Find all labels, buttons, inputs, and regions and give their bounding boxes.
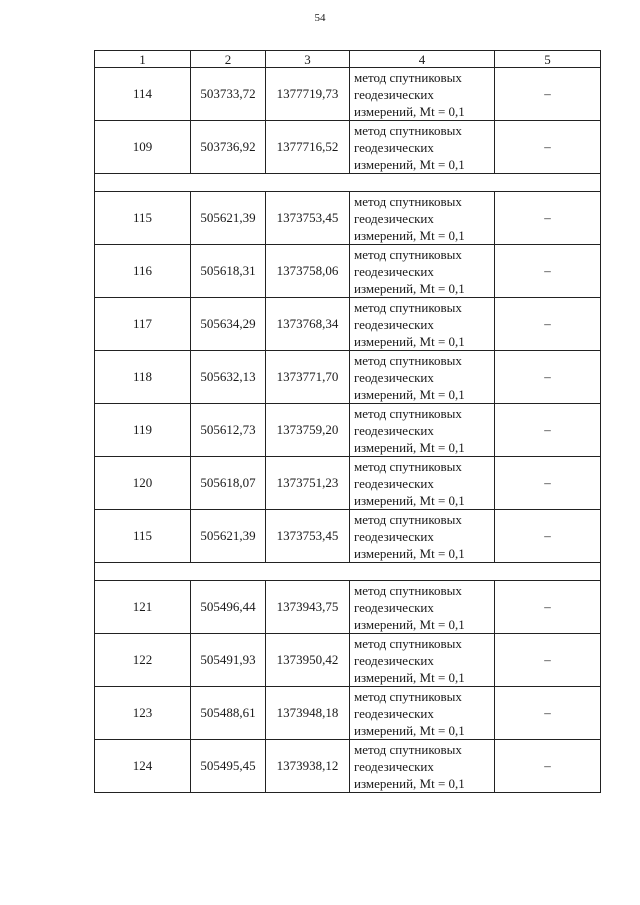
- method-cell: метод спутниковых геодезических измерений, Mt = 0,1: [350, 351, 495, 404]
- note-cell: –: [495, 634, 601, 687]
- y-coordinate-cell: 1373943,75: [266, 581, 350, 634]
- coordinates-table: [94, 50, 601, 793]
- note-cell: –: [495, 192, 601, 245]
- separator-row: [95, 174, 601, 192]
- header-cell-3: 3: [266, 51, 350, 68]
- x-coordinate-cell: 505496,44: [191, 581, 266, 634]
- table-row: [95, 245, 601, 298]
- table-row: [95, 740, 601, 793]
- separator-cell: [95, 563, 601, 581]
- method-cell: метод спутниковых геодезических измерений, Mt = 0,1: [350, 68, 495, 121]
- point-number-cell: 120: [95, 457, 191, 510]
- method-cell: метод спутниковых геодезических измерений, Mt = 0,1: [350, 457, 495, 510]
- x-coordinate-cell: 503733,72: [191, 68, 266, 121]
- table-row: [95, 298, 601, 351]
- note-cell: –: [495, 581, 601, 634]
- method-cell: метод спутниковых геодезических измерений, Mt = 0,1: [350, 245, 495, 298]
- method-cell: метод спутниковых геодезических измерений, Mt = 0,1: [350, 687, 495, 740]
- y-coordinate-cell: 1373771,70: [266, 351, 350, 404]
- y-coordinate-cell: 1373753,45: [266, 192, 350, 245]
- y-coordinate-cell: 1373758,06: [266, 245, 350, 298]
- y-coordinate-cell: 1377716,52: [266, 121, 350, 174]
- header-cell-1: 1: [95, 51, 191, 68]
- point-number-cell: 121: [95, 581, 191, 634]
- x-coordinate-cell: 503736,92: [191, 121, 266, 174]
- point-number-cell: 115: [95, 510, 191, 563]
- x-coordinate-cell: 505488,61: [191, 687, 266, 740]
- page-number: 54: [314, 12, 326, 24]
- separator-row: [95, 563, 601, 581]
- method-cell: метод спутниковых геодезических измерений, Mt = 0,1: [350, 192, 495, 245]
- point-number-cell: 115: [95, 192, 191, 245]
- x-coordinate-cell: 505621,39: [191, 510, 266, 563]
- point-number-cell: 123: [95, 687, 191, 740]
- table-row: [95, 581, 601, 634]
- method-cell: метод спутниковых геодезических измерений, Mt = 0,1: [350, 740, 495, 793]
- note-cell: –: [495, 68, 601, 121]
- method-cell: метод спутниковых геодезических измерений, Mt = 0,1: [350, 510, 495, 563]
- table-row: [95, 510, 601, 563]
- header-row: [95, 51, 601, 68]
- method-cell: метод спутниковых геодезических измерений, Mt = 0,1: [350, 404, 495, 457]
- header-cell-5: 5: [495, 51, 601, 68]
- y-coordinate-cell: 1373759,20: [266, 404, 350, 457]
- point-number-cell: 118: [95, 351, 191, 404]
- note-cell: –: [495, 740, 601, 793]
- point-number-cell: 119: [95, 404, 191, 457]
- y-coordinate-cell: 1373768,34: [266, 298, 350, 351]
- y-coordinate-cell: 1373950,42: [266, 634, 350, 687]
- x-coordinate-cell: 505618,31: [191, 245, 266, 298]
- point-number-cell: 114: [95, 68, 191, 121]
- y-coordinate-cell: 1373751,23: [266, 457, 350, 510]
- y-coordinate-cell: 1377719,73: [266, 68, 350, 121]
- method-cell: метод спутниковых геодезических измерений, Mt = 0,1: [350, 581, 495, 634]
- table-row: [95, 457, 601, 510]
- point-number-cell: 124: [95, 740, 191, 793]
- table-row: [95, 121, 601, 174]
- note-cell: –: [495, 245, 601, 298]
- point-number-cell: 109: [95, 121, 191, 174]
- table-row: [95, 192, 601, 245]
- note-cell: –: [495, 457, 601, 510]
- table-row: [95, 404, 601, 457]
- note-cell: –: [495, 404, 601, 457]
- point-number-cell: 116: [95, 245, 191, 298]
- x-coordinate-cell: 505495,45: [191, 740, 266, 793]
- table-row: [95, 68, 601, 121]
- note-cell: –: [495, 687, 601, 740]
- header-cell-2: 2: [191, 51, 266, 68]
- x-coordinate-cell: 505634,29: [191, 298, 266, 351]
- table-row: [95, 351, 601, 404]
- table-row: [95, 687, 601, 740]
- x-coordinate-cell: 505491,93: [191, 634, 266, 687]
- y-coordinate-cell: 1373938,12: [266, 740, 350, 793]
- note-cell: –: [495, 298, 601, 351]
- x-coordinate-cell: 505621,39: [191, 192, 266, 245]
- note-cell: –: [495, 121, 601, 174]
- method-cell: метод спутниковых геодезических измерений, Mt = 0,1: [350, 298, 495, 351]
- method-cell: метод спутниковых геодезических измерений, Mt = 0,1: [350, 634, 495, 687]
- x-coordinate-cell: 505632,13: [191, 351, 266, 404]
- header-cell-4: 4: [350, 51, 495, 68]
- separator-cell: [95, 174, 601, 192]
- note-cell: –: [495, 351, 601, 404]
- point-number-cell: 117: [95, 298, 191, 351]
- x-coordinate-cell: 505612,73: [191, 404, 266, 457]
- table-row: [95, 634, 601, 687]
- x-coordinate-cell: 505618,07: [191, 457, 266, 510]
- note-cell: –: [495, 510, 601, 563]
- method-cell: метод спутниковых геодезических измерений, Mt = 0,1: [350, 121, 495, 174]
- point-number-cell: 122: [95, 634, 191, 687]
- y-coordinate-cell: 1373948,18: [266, 687, 350, 740]
- table-body: [95, 68, 601, 793]
- y-coordinate-cell: 1373753,45: [266, 510, 350, 563]
